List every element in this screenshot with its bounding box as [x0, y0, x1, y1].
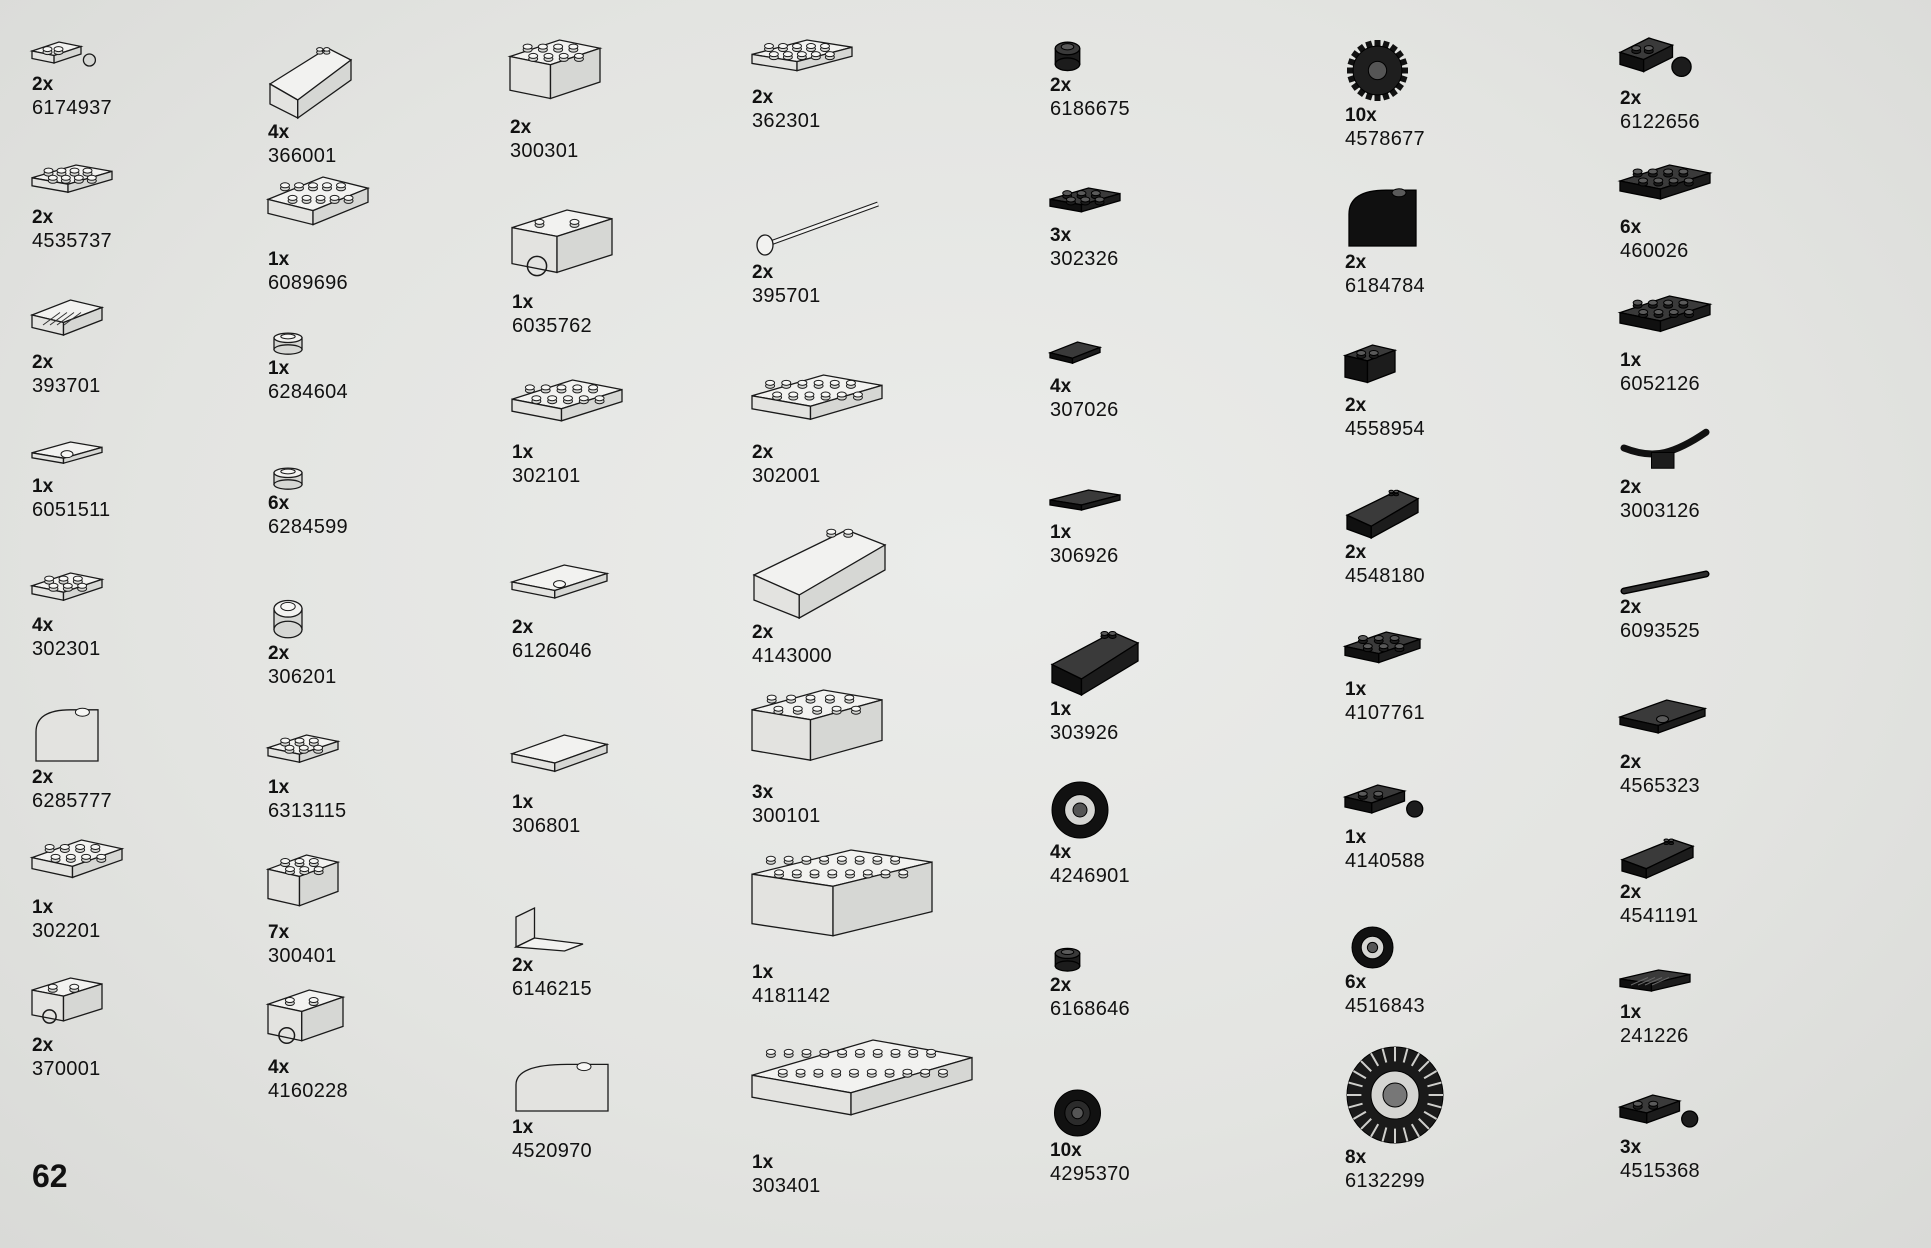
part-number: 6052126 — [1620, 373, 1700, 395]
part-item — [32, 300, 212, 398]
part-brick-icon — [268, 855, 338, 920]
part-quantity: 2x — [32, 1035, 54, 1056]
part-number: 6035762 — [512, 315, 592, 337]
part-plate-icon — [752, 40, 852, 85]
part-quantity: 1x — [1050, 699, 1072, 720]
part-plate-icon — [1345, 632, 1420, 677]
part-item — [752, 375, 932, 488]
part-quantity: 1x — [1620, 350, 1642, 371]
part-quantity: 6x — [1345, 972, 1367, 993]
part-brick-icon — [1345, 345, 1395, 393]
part-number: 370001 — [32, 1058, 101, 1080]
part-quantity: 4x — [32, 615, 54, 636]
part-quantity: 2x — [1620, 752, 1642, 773]
part-number: 6051511 — [32, 499, 111, 521]
part-number: 6122656 — [1620, 111, 1700, 133]
part-number: 4565323 — [1620, 775, 1700, 797]
part-number: 302326 — [1050, 248, 1119, 270]
part-number: 4246901 — [1050, 865, 1130, 887]
part-item — [1050, 38, 1230, 121]
part-hinge-icon — [1620, 38, 1695, 86]
part-quantity: 7x — [268, 922, 290, 943]
part-number: 366001 — [268, 145, 337, 167]
part-number: 4548180 — [1345, 565, 1425, 587]
part-quantity: 2x — [752, 87, 774, 108]
part-quantity: 2x — [512, 617, 534, 638]
part-item — [1345, 185, 1525, 298]
page-number: 62 — [32, 1158, 68, 1194]
part-quantity: 2x — [32, 352, 54, 373]
part-tile-icon — [1050, 490, 1120, 520]
part-round-icon — [268, 465, 308, 491]
part-item — [510, 40, 690, 163]
part-steer-icon — [1620, 430, 1710, 475]
part-quantity: 1x — [752, 1152, 774, 1173]
part-item — [1050, 945, 1230, 1021]
part-item — [752, 40, 932, 133]
part-quantity: 4x — [268, 1057, 290, 1078]
part-quantity: 2x — [1345, 395, 1367, 416]
part-quantity: 3x — [752, 782, 774, 803]
part-number: 241226 — [1620, 1025, 1689, 1047]
part-grille-icon — [32, 300, 102, 350]
part-number: 6313115 — [268, 800, 347, 822]
part-number: 4558954 — [1345, 418, 1425, 440]
part-item — [32, 840, 212, 943]
part-quantity: 8x — [1345, 1147, 1367, 1168]
part-number: 302001 — [752, 465, 821, 487]
part-number: 303926 — [1050, 722, 1119, 744]
part-slope-icon — [1345, 485, 1420, 540]
part-number: 4140588 — [1345, 850, 1425, 872]
part-quantity: 1x — [32, 897, 54, 918]
part-quantity: 2x — [32, 767, 54, 788]
part-item — [32, 978, 212, 1081]
part-item — [752, 1040, 932, 1198]
part-item — [1050, 188, 1230, 271]
part-item — [32, 573, 212, 661]
part-item — [1620, 970, 1800, 1048]
part-quantity: 2x — [1620, 477, 1642, 498]
part-quantity: 4x — [1050, 376, 1072, 397]
part-number: 302301 — [32, 638, 101, 660]
part-item — [1345, 345, 1525, 441]
part-number: 4295370 — [1050, 1163, 1130, 1185]
part-item — [1620, 165, 1800, 263]
part-tile-icon — [512, 735, 607, 790]
part-plate-icon — [32, 573, 102, 613]
part-hinge-icon — [32, 42, 102, 72]
part-plate-icon — [268, 735, 338, 775]
part-plate-icon — [268, 177, 368, 247]
part-arch-icon — [512, 1060, 612, 1115]
part-item — [752, 200, 932, 308]
part-number: 6285777 — [32, 790, 112, 812]
part-plate-icon — [32, 840, 122, 895]
part-wheel-icon — [1050, 1088, 1105, 1138]
part-quantity: 1x — [1345, 679, 1367, 700]
part-jumper-icon — [512, 565, 607, 615]
part-number: 300401 — [268, 945, 337, 967]
part-quantity: 4x — [1050, 842, 1072, 863]
part-quantity: 1x — [32, 476, 54, 497]
part-tile-icon — [1050, 342, 1100, 374]
part-round-icon — [268, 595, 308, 641]
part-quantity: 1x — [512, 1117, 534, 1138]
part-item — [512, 893, 692, 1001]
part-number: 6184784 — [1345, 275, 1425, 297]
part-number: 362301 — [752, 110, 821, 132]
part-tyre-icon — [1050, 780, 1110, 840]
part-number: 306201 — [268, 666, 337, 688]
part-plate-icon — [512, 380, 622, 440]
part-item — [1620, 1095, 1800, 1183]
part-item — [1050, 780, 1230, 888]
part-number: 6284599 — [268, 516, 348, 538]
part-quantity: 4x — [268, 122, 290, 143]
part-plate-icon — [1050, 188, 1120, 223]
part-plate-icon — [32, 165, 112, 205]
part-item — [1345, 632, 1525, 725]
part-item — [32, 42, 212, 120]
part-quantity: 2x — [32, 207, 54, 228]
part-quantity: 1x — [1345, 827, 1367, 848]
part-number: 6132299 — [1345, 1170, 1425, 1192]
part-item — [1620, 296, 1800, 396]
part-item — [268, 330, 448, 404]
part-quantity: 1x — [512, 442, 534, 463]
part-quantity: 2x — [268, 643, 290, 664]
part-number: 4515368 — [1620, 1160, 1700, 1182]
part-item — [1620, 430, 1800, 523]
part-slope-icon — [1050, 625, 1140, 697]
part-quantity: 1x — [268, 358, 290, 379]
part-item — [752, 690, 932, 828]
part-quantity: 10x — [1345, 105, 1377, 126]
part-bigtyre-icon — [1345, 1045, 1445, 1145]
part-plate-icon — [1620, 296, 1710, 348]
part-number: 4181142 — [752, 985, 831, 1007]
part-technic-icon — [268, 990, 343, 1055]
part-quantity: 2x — [1620, 597, 1642, 618]
part-number: 3003126 — [1620, 500, 1700, 522]
part-number: 4541191 — [1620, 905, 1699, 927]
part-quantity: 3x — [1050, 225, 1072, 246]
part-item — [512, 380, 692, 488]
part-number: 300101 — [752, 805, 821, 827]
part-number: 6174937 — [32, 97, 112, 119]
part-item — [512, 735, 692, 838]
part-item — [1345, 485, 1525, 588]
part-slope-icon — [1620, 835, 1695, 880]
part-bracket-icon — [512, 893, 587, 953]
part-quantity: 1x — [1050, 522, 1072, 543]
part-number: 306801 — [512, 815, 581, 837]
part-slope-icon — [752, 520, 887, 620]
part-round-icon — [1050, 38, 1085, 73]
part-quantity: 2x — [752, 262, 774, 283]
part-quantity: 10x — [1050, 1140, 1082, 1161]
part-quantity: 1x — [512, 792, 534, 813]
part-plate-icon — [752, 1040, 972, 1150]
part-item — [1345, 925, 1525, 1018]
part-item — [752, 520, 932, 668]
part-item — [1345, 785, 1525, 873]
part-number: 395701 — [752, 285, 821, 307]
part-plate-icon — [752, 375, 882, 440]
part-number: 6126046 — [512, 640, 592, 662]
part-number: 6089696 — [268, 272, 348, 294]
part-technic-icon — [512, 210, 612, 290]
part-item — [1620, 38, 1800, 134]
part-gear-icon — [1345, 38, 1410, 103]
part-number: 302201 — [32, 920, 101, 942]
part-number: 303401 — [752, 1175, 821, 1197]
part-number: 302101 — [512, 465, 581, 487]
part-number: 4143000 — [752, 645, 832, 667]
part-quantity: 2x — [1345, 252, 1367, 273]
part-number: 6186675 — [1050, 98, 1130, 120]
part-item — [268, 465, 448, 539]
part-item — [1620, 570, 1800, 643]
part-item — [268, 40, 448, 168]
part-item — [1345, 38, 1525, 151]
part-number: 6146215 — [512, 978, 592, 1000]
part-quantity: 1x — [268, 777, 290, 798]
part-number: 393701 — [32, 375, 101, 397]
part-number: 6093525 — [1620, 620, 1700, 642]
part-quantity: 3x — [1620, 1137, 1642, 1158]
part-item — [1345, 1045, 1525, 1193]
part-quantity: 6x — [268, 493, 290, 514]
part-item — [1620, 700, 1800, 798]
part-hinge-icon — [1620, 1095, 1705, 1135]
part-quantity: 2x — [1620, 882, 1642, 903]
part-item — [1050, 1088, 1230, 1186]
part-quantity: 2x — [752, 442, 774, 463]
part-brick-icon — [510, 40, 600, 115]
part-item — [1620, 835, 1800, 928]
part-number: 306926 — [1050, 545, 1119, 567]
part-brick-icon — [752, 690, 882, 780]
part-jumper-icon — [32, 442, 102, 474]
part-item — [268, 990, 448, 1103]
part-item — [32, 442, 212, 522]
part-item — [268, 595, 448, 689]
part-item — [268, 177, 448, 295]
part-item — [268, 735, 448, 823]
part-quantity: 2x — [510, 117, 532, 138]
part-number: 4520970 — [512, 1140, 592, 1162]
part-quantity: 2x — [1050, 75, 1072, 96]
part-quantity: 1x — [752, 962, 774, 983]
part-quantity: 6x — [1620, 217, 1642, 238]
part-number: 307026 — [1050, 399, 1119, 421]
part-number: 4160228 — [268, 1080, 348, 1102]
part-item — [1050, 625, 1230, 745]
part-item — [32, 165, 212, 253]
part-tyre-icon — [1345, 925, 1400, 970]
part-jumper-icon — [1620, 700, 1705, 750]
part-quantity: 2x — [1345, 542, 1367, 563]
part-hinge-icon — [1345, 785, 1430, 825]
part-item — [1050, 342, 1230, 422]
part-grille-icon — [1620, 970, 1690, 1000]
part-item — [512, 210, 692, 338]
part-number: 6284604 — [268, 381, 348, 403]
part-technic-icon — [32, 978, 102, 1033]
part-number: 6168646 — [1050, 998, 1130, 1020]
part-item — [1050, 490, 1230, 568]
part-quantity: 1x — [1620, 1002, 1642, 1023]
part-number: 460026 — [1620, 240, 1689, 262]
part-arch-icon — [32, 705, 102, 765]
part-quantity: 1x — [512, 292, 534, 313]
part-plate-icon — [1620, 165, 1710, 215]
part-number: 4578677 — [1345, 128, 1425, 150]
part-number: 4516843 — [1345, 995, 1425, 1017]
part-quantity: 2x — [512, 955, 534, 976]
part-quantity: 1x — [268, 249, 290, 270]
part-quantity: 2x — [32, 74, 54, 95]
part-item — [512, 565, 692, 663]
part-antenna-icon — [752, 200, 882, 260]
part-quantity: 2x — [752, 622, 774, 643]
part-item — [268, 855, 448, 968]
part-item — [512, 1060, 692, 1163]
part-bar-icon — [1620, 570, 1710, 595]
part-item — [32, 705, 212, 813]
part-slope-icon — [268, 40, 353, 120]
part-quantity: 2x — [1050, 975, 1072, 996]
part-item — [752, 850, 932, 1008]
part-round-icon — [1050, 945, 1085, 973]
part-brick-icon — [752, 850, 932, 960]
part-quantity: 2x — [1620, 88, 1642, 109]
part-round-icon — [268, 330, 308, 356]
part-number: 300301 — [510, 140, 579, 162]
part-number: 4107761 — [1345, 702, 1425, 724]
part-arch-icon — [1345, 185, 1420, 250]
part-number: 4535737 — [32, 230, 112, 252]
